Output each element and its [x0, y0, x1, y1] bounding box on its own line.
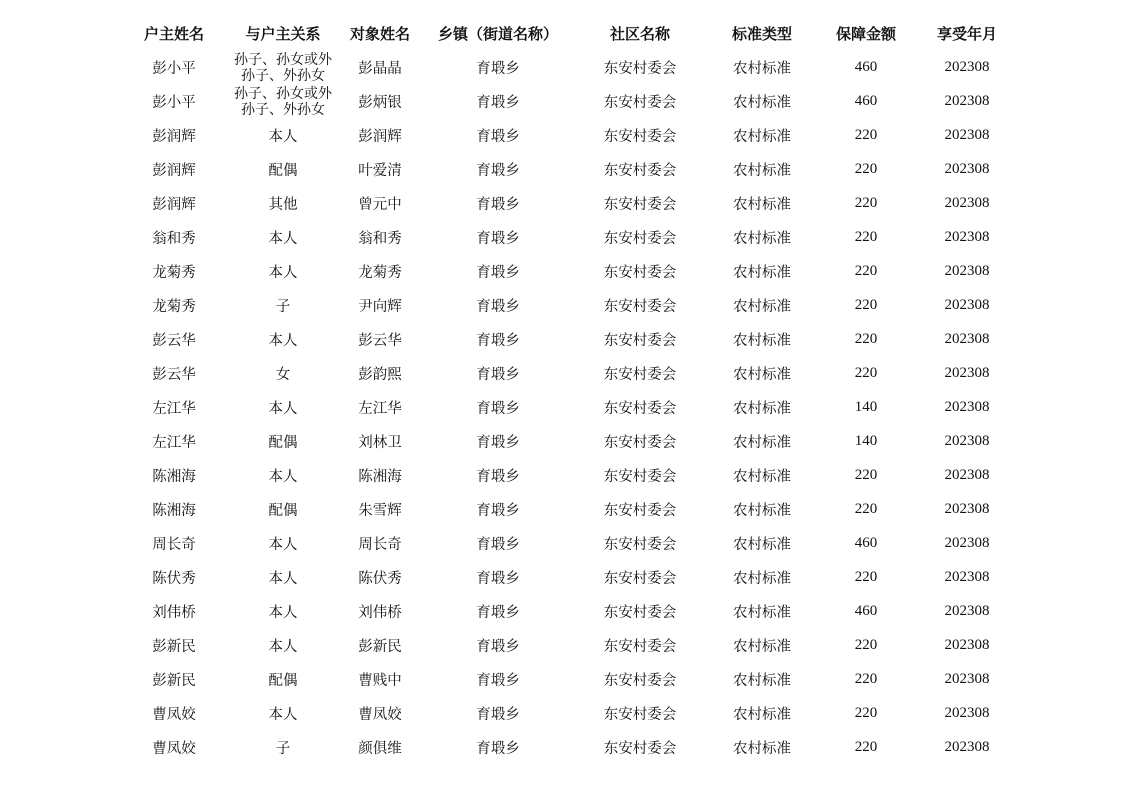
cell-householder-name: 彭小平 — [152, 94, 196, 111]
cell-township: 育塅乡 — [476, 162, 520, 179]
cell-township: 育塅乡 — [476, 740, 520, 757]
cell-month: 202308 — [944, 194, 990, 211]
cell-amount: 220 — [854, 500, 878, 517]
cell-month: 202308 — [944, 568, 990, 585]
cell-amount: 220 — [854, 296, 878, 313]
cell-relation-text: 孙子、孙女或外孙子、外孙女 — [234, 51, 332, 84]
cell-month: 202308 — [944, 534, 990, 551]
cell-community: 东安村委会 — [603, 604, 677, 621]
cell-township: 育塅乡 — [476, 298, 520, 315]
cell-month: 202308 — [944, 602, 990, 619]
header-township: 乡镇（街道名称） — [437, 25, 558, 43]
cell-subject-name: 刘伟桥 — [358, 604, 402, 621]
cell-subject-name: 曾元中 — [358, 196, 402, 213]
cell-month: 202308 — [944, 398, 990, 415]
cell-month: 202308 — [944, 738, 990, 755]
cell-month: 202308 — [944, 636, 990, 653]
cell-relation: 配偶 — [268, 162, 298, 179]
cell-township: 育塅乡 — [476, 638, 520, 655]
cell-amount: 220 — [854, 262, 878, 279]
cell-subject-name: 翁和秀 — [358, 230, 402, 247]
cell-amount: 220 — [854, 738, 878, 755]
table-row — [118, 84, 1018, 118]
cell-relation: 本人 — [268, 468, 298, 485]
table-row — [118, 390, 1018, 424]
cell-community: 东安村委会 — [603, 366, 677, 383]
cell-standard-type: 农村标准 — [733, 366, 791, 383]
cell-amount: 220 — [854, 160, 878, 177]
table-row — [118, 322, 1018, 356]
cell-township: 育塅乡 — [476, 94, 520, 111]
cell-month: 202308 — [944, 58, 990, 75]
cell-amount: 220 — [854, 364, 878, 381]
cell-month: 202308 — [944, 160, 990, 177]
cell-standard-type: 农村标准 — [733, 570, 791, 587]
cell-subject-name: 曹贱中 — [358, 672, 402, 689]
cell-relation-text: 孙子、孙女或外孙子、外孙女 — [234, 85, 332, 118]
cell-subject-name: 左江华 — [358, 400, 402, 417]
cell-standard-type: 农村标准 — [733, 196, 791, 213]
cell-standard-type: 农村标准 — [733, 740, 791, 757]
table-row — [118, 50, 1018, 84]
table-row — [118, 254, 1018, 288]
cell-month: 202308 — [944, 670, 990, 687]
cell-relation: 子 — [275, 740, 291, 757]
cell-township: 育塅乡 — [476, 128, 520, 145]
cell-standard-type: 农村标准 — [733, 536, 791, 553]
cell-subject-name: 彭韵熙 — [358, 366, 402, 383]
cell-amount: 220 — [854, 228, 878, 245]
cell-community: 东安村委会 — [603, 400, 677, 417]
cell-township: 育塅乡 — [476, 604, 520, 621]
cell-standard-type: 农村标准 — [733, 298, 791, 315]
cell-householder-name: 翁和秀 — [152, 230, 196, 247]
cell-township: 育塅乡 — [476, 366, 520, 383]
table-row — [118, 356, 1018, 390]
cell-householder-name: 左江华 — [152, 400, 196, 417]
cell-relation: 子 — [275, 298, 291, 315]
cell-community: 东安村委会 — [603, 230, 677, 247]
cell-community: 东安村委会 — [603, 60, 677, 77]
cell-householder-name: 周长奇 — [152, 536, 196, 553]
cell-township: 育塅乡 — [476, 196, 520, 213]
table-row — [118, 560, 1018, 594]
cell-relation: 本人 — [268, 128, 298, 145]
cell-standard-type: 农村标准 — [733, 332, 791, 349]
cell-householder-name: 左江华 — [152, 434, 196, 451]
cell-month: 202308 — [944, 228, 990, 245]
cell-community: 东安村委会 — [603, 570, 677, 587]
beneficiary-table — [118, 17, 1018, 764]
cell-month: 202308 — [944, 432, 990, 449]
cell-amount: 220 — [854, 330, 878, 347]
cell-community: 东安村委会 — [603, 128, 677, 145]
table-row — [118, 730, 1018, 764]
cell-month: 202308 — [944, 704, 990, 721]
cell-month: 202308 — [944, 330, 990, 347]
header-community: 社区名称 — [609, 25, 670, 43]
cell-relation: 本人 — [268, 264, 298, 281]
cell-month: 202308 — [944, 262, 990, 279]
cell-township: 育塅乡 — [476, 570, 520, 587]
header-standard-type: 标准类型 — [731, 25, 792, 43]
cell-community: 东安村委会 — [603, 706, 677, 723]
cell-township: 育塅乡 — [476, 434, 520, 451]
cell-month: 202308 — [944, 92, 990, 109]
cell-relation: 其他 — [268, 196, 298, 213]
cell-month: 202308 — [944, 296, 990, 313]
header-relation: 与户主关系 — [245, 25, 321, 43]
cell-standard-type: 农村标准 — [733, 94, 791, 111]
header-subject-name: 对象姓名 — [349, 25, 410, 43]
table-row — [118, 458, 1018, 492]
cell-amount: 460 — [854, 534, 878, 551]
cell-subject-name: 陈伏秀 — [358, 570, 402, 587]
cell-subject-name: 彭新民 — [358, 638, 402, 655]
cell-relation: 配偶 — [268, 434, 298, 451]
cell-subject-name: 周长奇 — [358, 536, 402, 553]
cell-standard-type: 农村标准 — [733, 60, 791, 77]
cell-township: 育塅乡 — [476, 502, 520, 519]
cell-relation: 配偶 — [268, 502, 298, 519]
cell-community: 东安村委会 — [603, 638, 677, 655]
cell-householder-name: 彭润辉 — [152, 196, 196, 213]
cell-month: 202308 — [944, 466, 990, 483]
cell-householder-name: 彭云华 — [152, 332, 196, 349]
table-row — [118, 288, 1018, 322]
table-row — [118, 424, 1018, 458]
cell-amount: 220 — [854, 670, 878, 687]
cell-relation: 本人 — [268, 332, 298, 349]
table-row — [118, 152, 1018, 186]
cell-community: 东安村委会 — [603, 298, 677, 315]
header-month: 享受年月 — [936, 25, 997, 43]
cell-amount: 140 — [854, 398, 878, 415]
cell-standard-type: 农村标准 — [733, 672, 791, 689]
cell-community: 东安村委会 — [603, 740, 677, 757]
cell-subject-name: 刘林卫 — [358, 434, 402, 451]
cell-householder-name: 刘伟桥 — [152, 604, 196, 621]
table-row — [118, 492, 1018, 526]
cell-standard-type: 农村标准 — [733, 264, 791, 281]
cell-amount: 220 — [854, 194, 878, 211]
cell-community: 东安村委会 — [603, 672, 677, 689]
cell-householder-name: 曹凤姣 — [152, 706, 196, 723]
cell-subject-name: 陈湘海 — [358, 468, 402, 485]
cell-community: 东安村委会 — [603, 502, 677, 519]
cell-householder-name: 彭云华 — [152, 366, 196, 383]
cell-standard-type: 农村标准 — [733, 638, 791, 655]
cell-householder-name: 彭润辉 — [152, 162, 196, 179]
cell-township: 育塅乡 — [476, 400, 520, 417]
header-householder-name: 户主姓名 — [143, 25, 204, 43]
cell-amount: 220 — [854, 466, 878, 483]
cell-relation: 女 — [275, 366, 291, 383]
cell-relation: 本人 — [268, 536, 298, 553]
cell-householder-name: 龙菊秀 — [152, 264, 196, 281]
cell-subject-name: 曹凤姣 — [358, 706, 402, 723]
cell-township: 育塅乡 — [476, 672, 520, 689]
cell-community: 东安村委会 — [603, 536, 677, 553]
cell-township: 育塅乡 — [476, 536, 520, 553]
cell-standard-type: 农村标准 — [733, 604, 791, 621]
cell-subject-name: 彭炳银 — [358, 94, 402, 111]
cell-subject-name: 颜俱维 — [358, 740, 402, 757]
table-row — [118, 662, 1018, 696]
cell-householder-name: 陈湘海 — [152, 468, 196, 485]
cell-relation: 本人 — [268, 400, 298, 417]
table-row — [118, 696, 1018, 730]
cell-month: 202308 — [944, 364, 990, 381]
cell-community: 东安村委会 — [603, 162, 677, 179]
table-row — [118, 186, 1018, 220]
cell-subject-name: 龙菊秀 — [358, 264, 402, 281]
cell-householder-name: 彭新民 — [152, 638, 196, 655]
cell-relation: 本人 — [268, 706, 298, 723]
cell-householder-name: 陈湘海 — [152, 502, 196, 519]
cell-relation: 本人 — [268, 638, 298, 655]
cell-amount: 220 — [854, 704, 878, 721]
cell-standard-type: 农村标准 — [733, 400, 791, 417]
cell-subject-name: 彭云华 — [358, 332, 402, 349]
cell-amount: 220 — [854, 568, 878, 585]
cell-householder-name: 彭新民 — [152, 672, 196, 689]
cell-community: 东安村委会 — [603, 196, 677, 213]
cell-amount: 460 — [854, 58, 878, 75]
cell-community: 东安村委会 — [603, 434, 677, 451]
cell-subject-name: 彭晶晶 — [358, 60, 402, 77]
cell-community: 东安村委会 — [603, 264, 677, 281]
cell-relation — [230, 50, 336, 84]
cell-standard-type: 农村标准 — [733, 128, 791, 145]
cell-community: 东安村委会 — [603, 468, 677, 485]
cell-month: 202308 — [944, 126, 990, 143]
cell-subject-name: 彭润辉 — [358, 128, 402, 145]
table-row — [118, 628, 1018, 662]
cell-community: 东安村委会 — [603, 94, 677, 111]
cell-subject-name: 朱雪辉 — [358, 502, 402, 519]
cell-householder-name: 彭润辉 — [152, 128, 196, 145]
table-row — [118, 594, 1018, 628]
cell-householder-name: 陈伏秀 — [152, 570, 196, 587]
table-row — [118, 220, 1018, 254]
cell-relation: 本人 — [268, 230, 298, 247]
cell-standard-type: 农村标准 — [733, 434, 791, 451]
cell-amount: 140 — [854, 432, 878, 449]
table-row — [118, 118, 1018, 152]
header-row — [118, 17, 1018, 50]
cell-subject-name: 尹向辉 — [358, 298, 402, 315]
header-amount: 保障金额 — [835, 25, 896, 43]
cell-month: 202308 — [944, 500, 990, 517]
cell-township: 育塅乡 — [476, 468, 520, 485]
cell-relation — [230, 84, 336, 118]
cell-householder-name: 曹凤姣 — [152, 740, 196, 757]
table-header — [118, 17, 1018, 50]
cell-township: 育塅乡 — [476, 706, 520, 723]
cell-township: 育塅乡 — [476, 230, 520, 247]
cell-householder-name: 彭小平 — [152, 60, 196, 77]
cell-township: 育塅乡 — [476, 332, 520, 349]
cell-amount: 220 — [854, 636, 878, 653]
table-body — [118, 50, 1018, 764]
cell-township: 育塅乡 — [476, 60, 520, 77]
cell-amount: 460 — [854, 602, 878, 619]
cell-subject-name: 叶爱清 — [358, 162, 402, 179]
cell-relation: 本人 — [268, 570, 298, 587]
cell-community: 东安村委会 — [603, 332, 677, 349]
cell-householder-name: 龙菊秀 — [152, 298, 196, 315]
cell-relation: 本人 — [268, 604, 298, 621]
cell-amount: 460 — [854, 92, 878, 109]
table-row — [118, 526, 1018, 560]
cell-relation: 配偶 — [268, 672, 298, 689]
cell-standard-type: 农村标准 — [733, 162, 791, 179]
cell-standard-type: 农村标准 — [733, 468, 791, 485]
cell-standard-type: 农村标准 — [733, 706, 791, 723]
cell-township: 育塅乡 — [476, 264, 520, 281]
cell-standard-type: 农村标准 — [733, 502, 791, 519]
cell-standard-type: 农村标准 — [733, 230, 791, 247]
cell-amount: 220 — [854, 126, 878, 143]
